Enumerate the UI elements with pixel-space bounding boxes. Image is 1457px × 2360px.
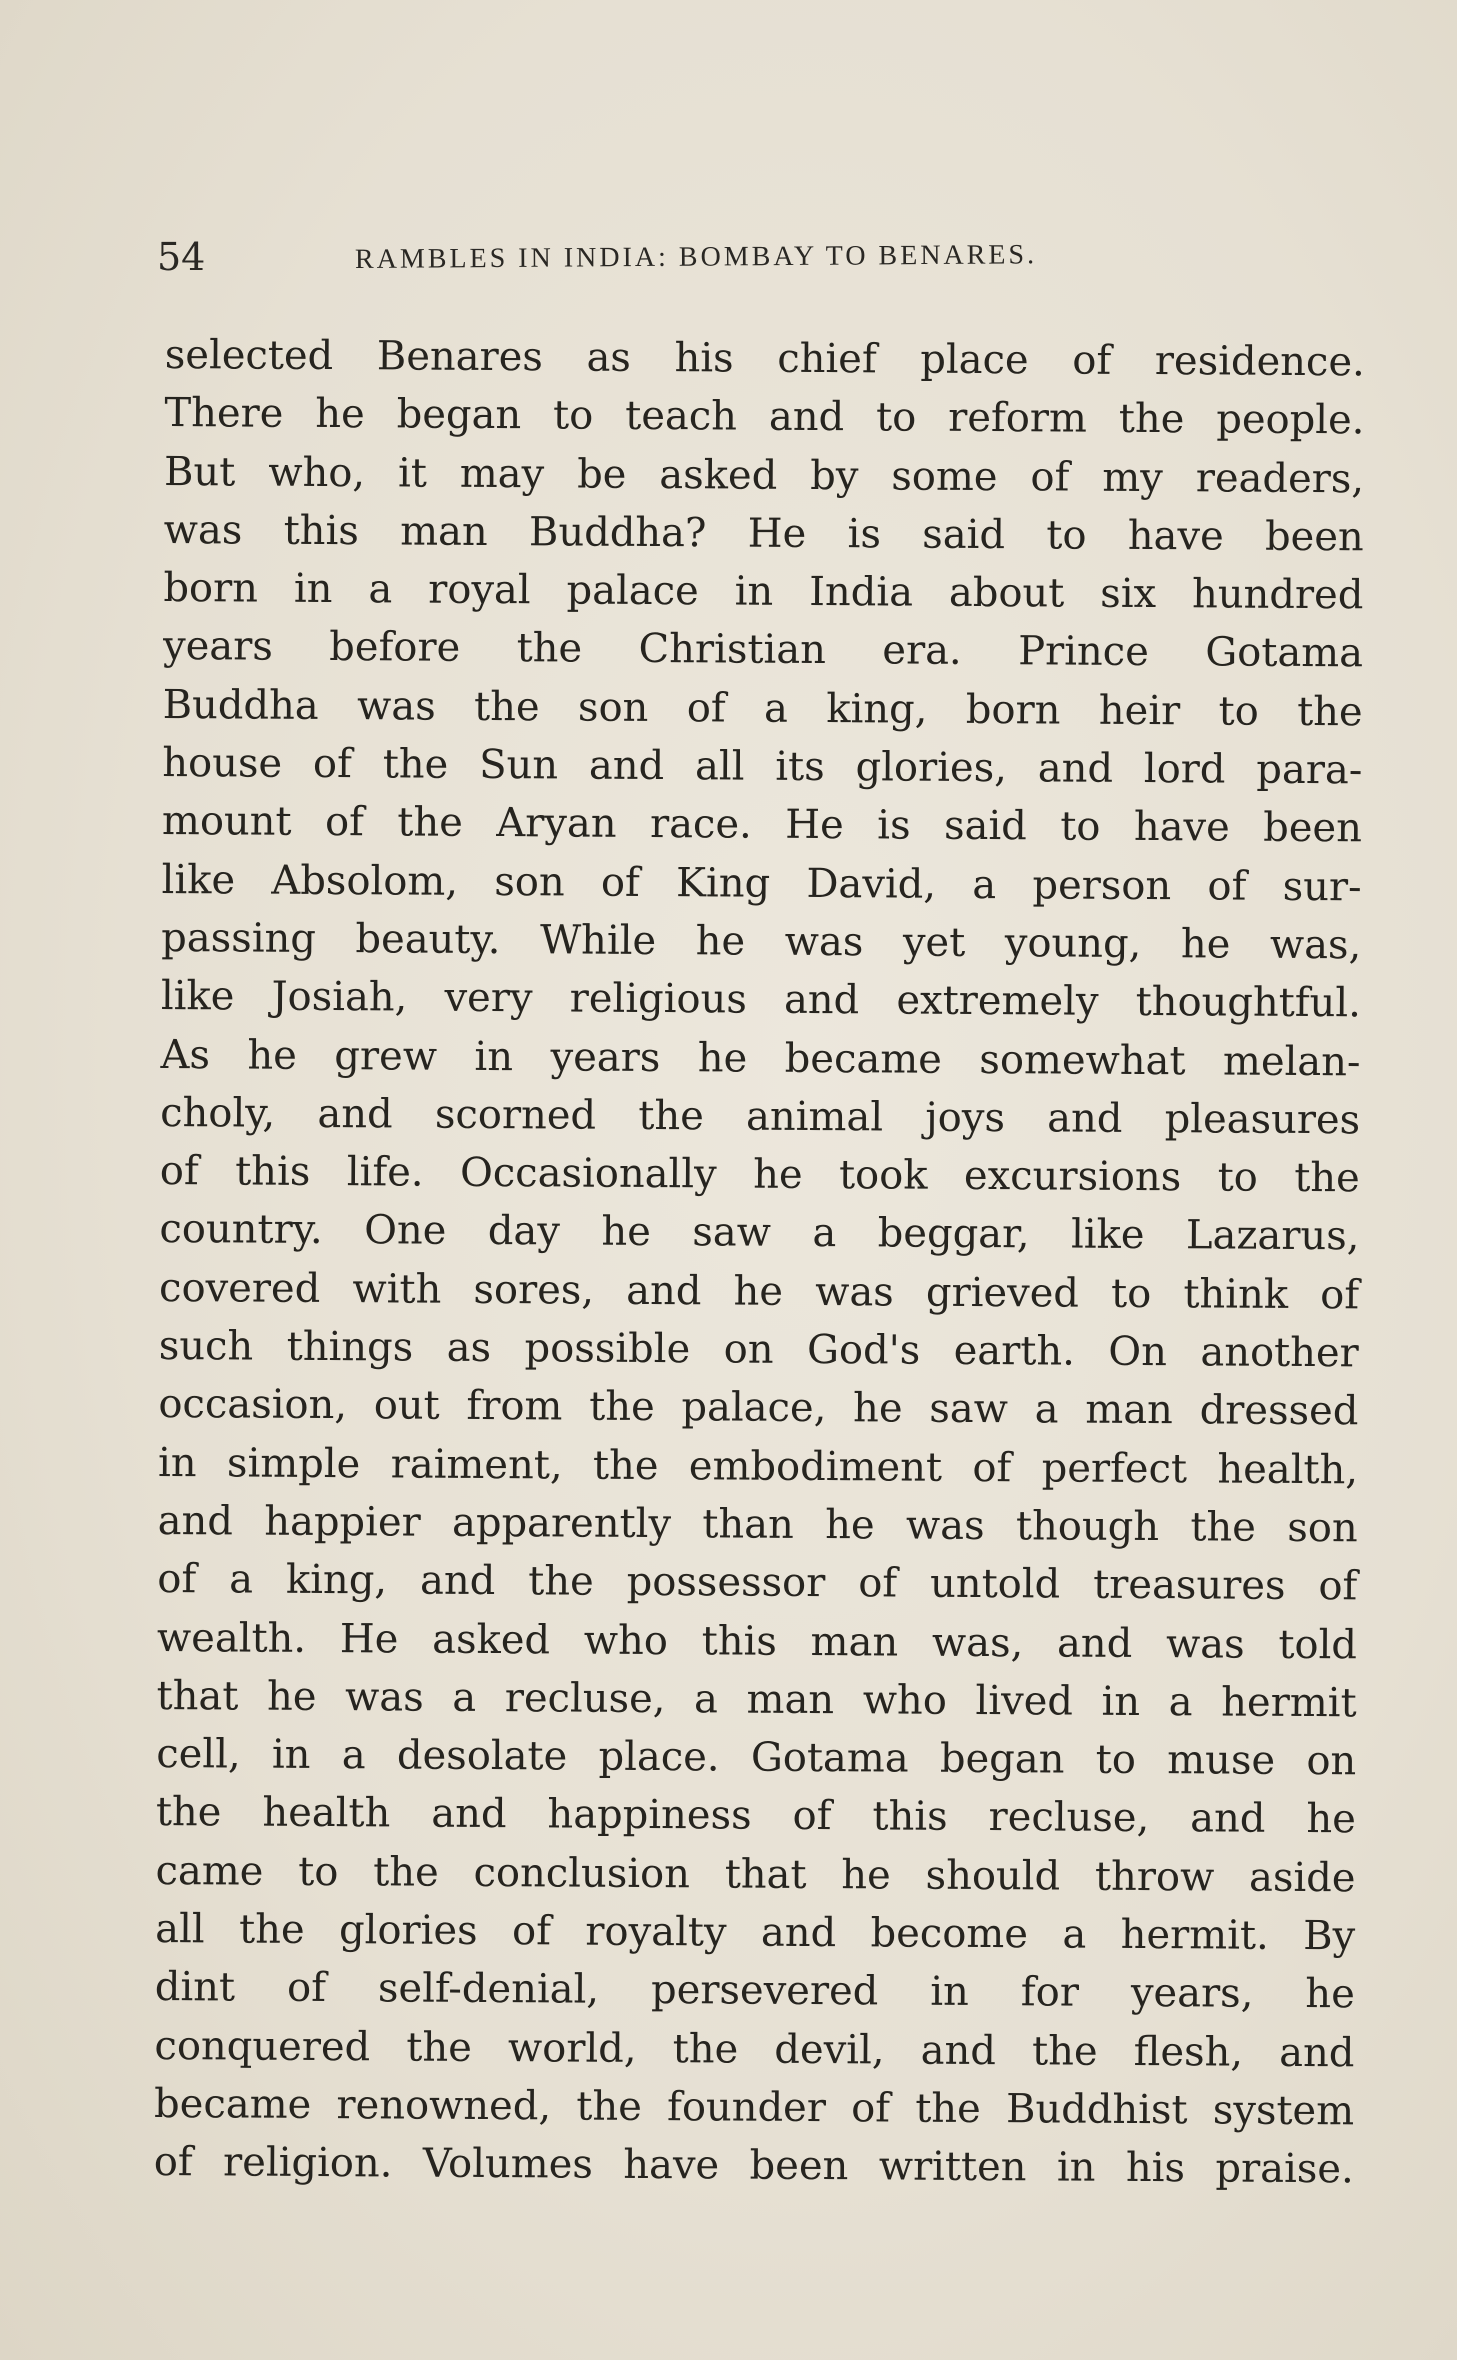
text-line: of a king, and the possessor of untold treasures of — [157, 1556, 1358, 1610]
text-line: the health and happiness of this recluse, and he — [155, 1789, 1357, 1843]
running-head: RAMBLES IN INDIA: BOMBAY TO BENARES. — [354, 239, 1038, 275]
text-line: country. One day he saw a beggar, like Lazarus, — [159, 1206, 1360, 1260]
text-line: covered with sores, and he was grieved to think of — [158, 1264, 1360, 1319]
page-number: 54 — [157, 235, 206, 279]
text-line: selected Benares as his chief place of residence. — [164, 331, 1365, 386]
text-line: that he was a recluse, a man who lived in a hermit — [156, 1672, 1357, 1727]
text-line: occasion, out from the palace, he saw a man dressed — [158, 1381, 1359, 1435]
text-line: There he began to teach and to reform the people. — [164, 390, 1365, 444]
text-line: But who, it may be asked by some of my readers, — [163, 448, 1365, 502]
text-line: all the glories of royalty and become a hermit. By — [155, 1905, 1356, 1960]
text-line: wealth. He asked who this man was, and was told — [156, 1614, 1358, 1668]
text-line: became renowned, the founder of the Buddhist system — [153, 2080, 1355, 2135]
text-line: dint of self-denial, persevered in for years, he — [154, 1964, 1355, 2018]
text-line: cell, in a desolate place. Gotama began to muse on — [156, 1731, 1357, 1785]
text-line: conquered the world, the devil, and the flesh, and — [154, 2022, 1355, 2076]
text-line: house of the Sun and all its glories, and lord para- — [162, 740, 1363, 794]
text-line: years before the Christian era. Prince Gotama — [162, 623, 1364, 677]
text-line: mount of the Aryan race. He is said to have been — [161, 798, 1363, 852]
text-line: and happier apparently than he was though the son — [157, 1497, 1358, 1552]
text-line: like Josiah, very religious and extremely thoughtful. — [160, 973, 1362, 1027]
text-line: born in a royal palace in India about six hundred — [163, 565, 1364, 619]
text-line: of this life. Occasionally he took excursions to the — [159, 1148, 1360, 1202]
text-line: like Absolom, son of King David, a person of sur- — [161, 856, 1362, 910]
text-line: Buddha was the son of a king, born heir to the — [162, 681, 1363, 736]
text-line: As he grew in years he became somewhat melan- — [160, 1031, 1361, 1085]
text-line: came to the conclusion that he should throw aside — [155, 1847, 1356, 1902]
text-line: choly, and scorned the animal joys and pleasures — [160, 1089, 1361, 1144]
text-line: such things as possible on God's earth. On another — [158, 1323, 1359, 1377]
text-line: passing beauty. While he was yet young, he was, — [161, 914, 1362, 969]
text-line: was this man Buddha? He is said to have been — [163, 506, 1364, 561]
text-line: of religion. Volumes have been written in his praise. — [153, 2139, 1354, 2193]
body-text — [154, 326, 1365, 2199]
text-line: in simple raiment, the embodiment of perfect health, — [157, 1439, 1359, 1493]
